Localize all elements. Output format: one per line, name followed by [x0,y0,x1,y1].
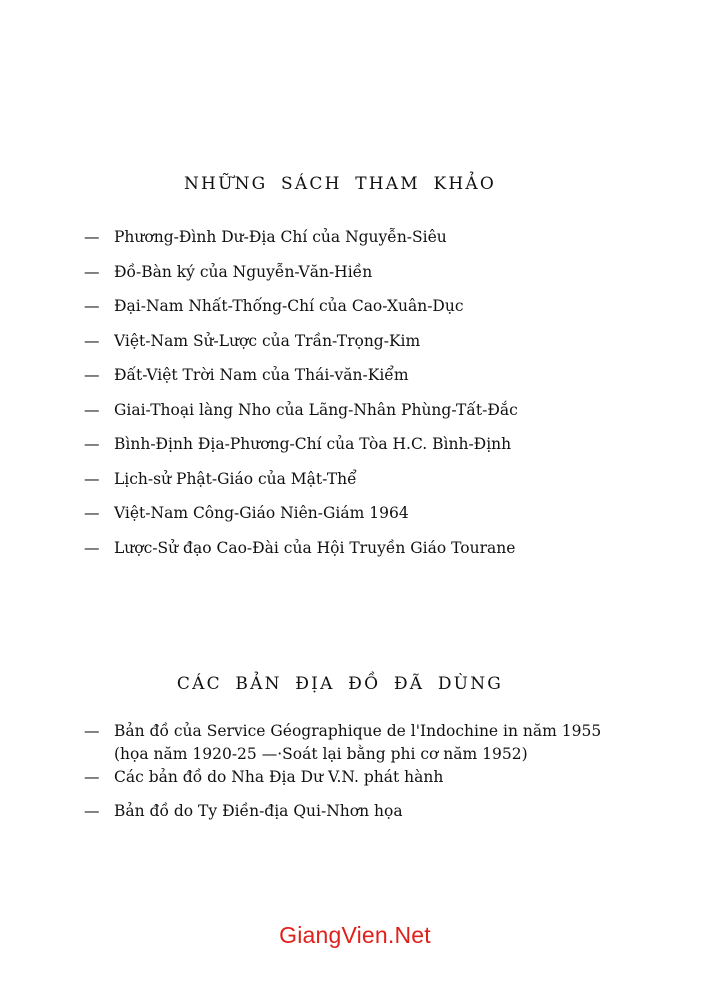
reference-text: Đồ-Bàn ký của Nguyễn-Văn-Hiền [114,262,373,281]
reference-item [84,399,518,434]
item-dash: — [84,504,100,522]
reference-item [84,502,518,537]
reference-item [84,364,518,399]
reference-text: Việt-Nam Công-Giáo Niên-Giám 1964 [114,504,409,522]
reference-item [84,226,518,261]
item-dash: — [84,435,100,453]
reference-item [84,433,518,468]
item-dash: — [84,802,100,820]
item-dash: — [84,228,100,246]
map-item [84,720,601,766]
watermark-link[interactable]: GiangVien.Net [279,922,431,948]
references-heading: NHỮNG SÁCH THAM KHẢO [183,174,497,195]
reference-text: Việt-Nam Sử-Lược của Trần-Trọng-Kim [114,331,421,350]
reference-item [84,468,518,503]
reference-text: Đại-Nam Nhất-Thống-Chí của Cao-Xuân-Dục [114,297,464,315]
reference-text: Bình-Định Địa-Phương-Chí của Tòa H.C. Bình-Định [114,435,512,453]
reference-text: Lịch-sử Phật-Giáo của Mật-Thể [114,469,357,488]
item-dash: — [84,538,100,557]
map-item [84,766,601,800]
map-item [84,800,601,834]
reference-item [84,330,518,365]
item-dash: — [84,400,100,419]
reference-item [84,295,518,330]
references-list [84,226,518,571]
item-dash: — [84,768,100,786]
map-text: Bản đồ của Service Géographique de l'Indochine in năm 1955 [114,722,602,740]
maps-heading: CÁC BẢN ĐỊA ĐỒ ĐÃ DÙNG [176,674,504,695]
reference-item [84,537,518,572]
maps-list [84,720,601,834]
item-dash: — [84,297,100,315]
reference-text: Phương-Đình Dư-Địa Chí của Nguyễn-Siêu [114,228,447,246]
reference-text: Đất-Việt Trời Nam của Thái-văn-Kiểm [114,366,409,384]
item-dash: — [84,722,100,740]
map-text: Bản đồ do Ty Điền-địa Qui-Nhơn họa [114,802,403,820]
item-dash: — [84,469,100,488]
map-text-continuation: (họa năm 1920-25 —·Soát lại bằng phi cơ năm 1952) [114,745,528,763]
item-dash: — [84,331,100,350]
reference-item [84,261,518,296]
reference-text: Giai-Thoại làng Nho của Lãng-Nhân Phùng-Tất-Đắc [114,400,518,419]
reference-text: Lược-Sử đạo Cao-Đài của Hội Truyền Giáo Tourane [114,538,516,557]
item-dash: — [84,366,100,384]
map-text: Các bản đồ do Nha Địa Dư V.N. phát hành [114,768,444,786]
item-dash: — [84,262,100,281]
